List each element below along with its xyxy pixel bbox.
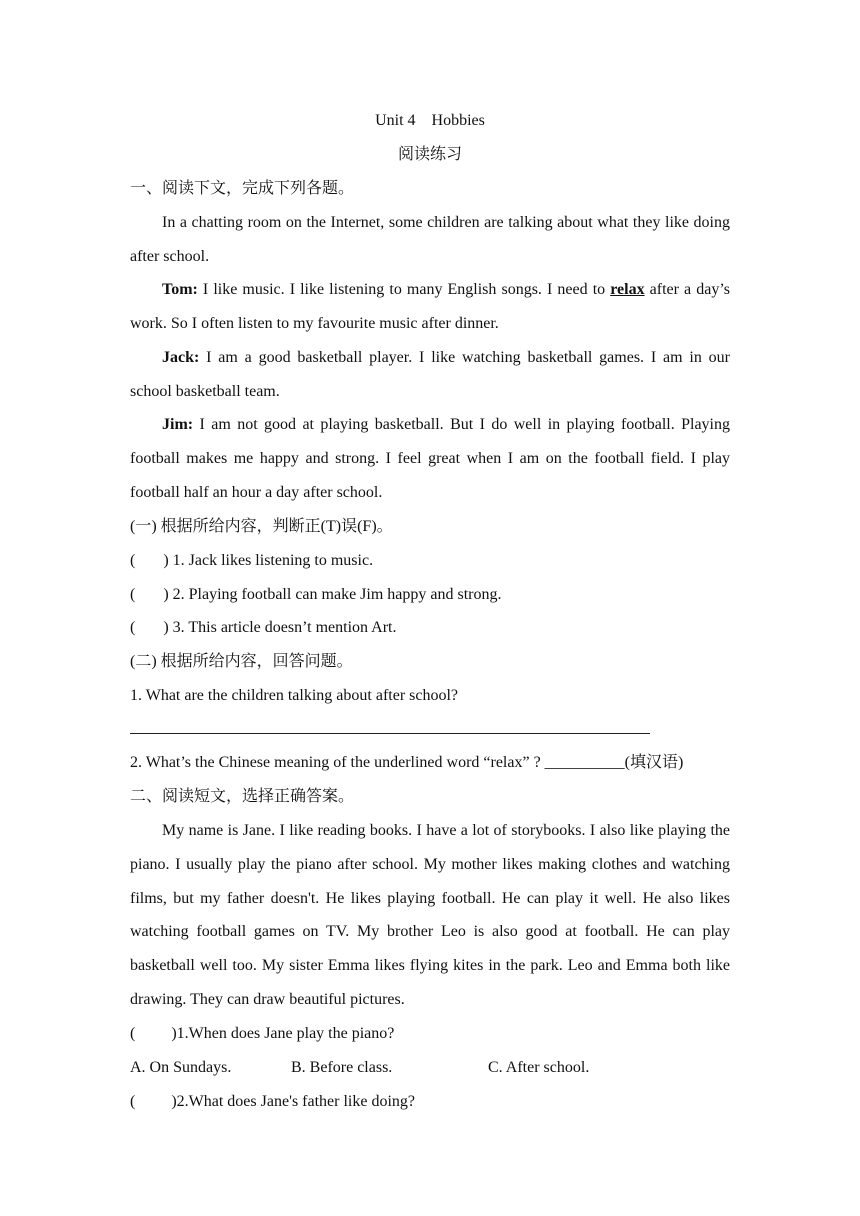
page-subtitle: 阅读练习: [397, 146, 462, 163]
speaker-name: Jack:: [162, 349, 200, 366]
speaker-name: Tom:: [162, 281, 198, 298]
part2-heading: (二) 根据所给内容，回答问题。: [130, 653, 353, 670]
tom-paragraph: [130, 273, 730, 341]
jim-text: I am not good at playing basketball. But I do well in playing football. Playing football makes me happy and strong. I feel great when I am on the football field. I play football half an hour a day after school.: [130, 416, 730, 501]
tf-question: ( ) 1. Jack likes listening to music.: [130, 552, 374, 569]
option-c: C. After school.: [488, 1059, 590, 1076]
underlined-word: relax: [610, 281, 645, 298]
option-b: B. Before class.: [291, 1059, 393, 1076]
choice-question: ( )1.When does Jane play the piano?: [130, 1025, 395, 1042]
jim-paragraph: [130, 408, 730, 509]
jane-passage: My name is Jane. I like reading books. I have a lot of storybooks. I also like playing the piano. I usually play the piano after school. My mother likes making clothes and watching films, but my father doesn't. He likes playing football. He can play it well. He also likes watching football games on TV. My brother Leo is also good at football. He can play basketball well too. My sister Emma likes flying kites in the park. Leo and Emma both like drawing. They can draw beautiful pictures.: [130, 822, 730, 1008]
tom-text-before: I like music. I like listening to many English songs. I need to: [197, 281, 611, 298]
section1-heading: 一、阅读下文，完成下列各题。: [130, 180, 355, 197]
speaker-name: Jim:: [162, 416, 194, 433]
tf-question: ( ) 3. This article doesn’t mention Art.: [130, 619, 397, 636]
part1-heading: (一) 根据所给内容，判断正(T)误(F)。: [130, 518, 393, 535]
answer-question: 2. What’s the Chinese meaning of the underlined word “relax” ? __________(填汉语): [130, 754, 684, 771]
section2-heading: 二、阅读短文，选择正确答案。: [130, 788, 355, 805]
intro-paragraph: In a chatting room on the Internet, some children are talking about what they like doing after school.: [130, 214, 730, 265]
answer-blank-line: [130, 733, 650, 734]
tf-question: ( ) 2. Playing football can make Jim happy and strong.: [130, 586, 502, 603]
jack-paragraph: [130, 341, 730, 409]
choice-question: ( )2.What does Jane's father like doing?: [130, 1093, 416, 1110]
option-a: A. On Sundays.: [130, 1059, 232, 1076]
page-title: Unit 4 Hobbies: [375, 112, 485, 129]
answer-question: 1. What are the children talking about after school?: [130, 687, 459, 704]
jack-text: I am a good basketball player. I like watching basketball games. I am in our school basketball team.: [130, 349, 730, 400]
tom-text-after: after a day’s work. So I often listen to my favourite music after dinner.: [130, 281, 731, 332]
